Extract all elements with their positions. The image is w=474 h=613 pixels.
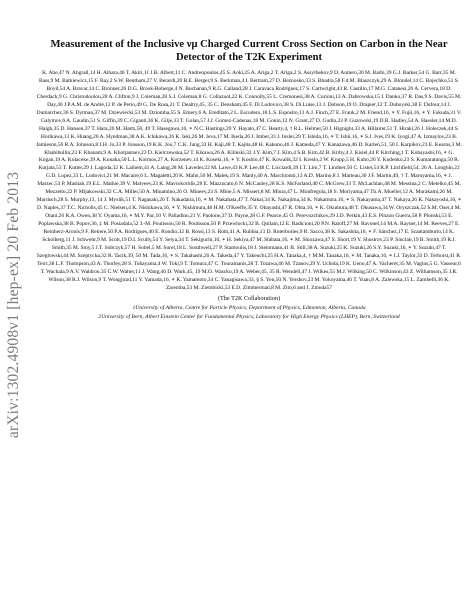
collaboration-name: (The T2K Collaboration) bbox=[217, 294, 281, 302]
author-list: K. Abe,47 N. Abgrall,14 H. Aihara,46 T. Akiri,11 J.B. Albert,11 C. Andreopoulos,45 S. Aoki,25 A. Ariga,2 T. Ariga,2 S. Assylbekov,9 D. Autiero,30 M. Barbi,39 G.J. Barker,54 G. Barr,35 M. Bass,9 M. Batkiewicz,15 F. Bay,2 S.W. Bentham,27 V. Berardi,20 B.E. Berger,9 S. Berkman,4 I. Bertram,27 D. Beznosko,33 S. Bhadra,58 F.d.M. Blaszczyk,29 A. Blondel,14 C. Bojechko,51 S. Boyd,54 A. Bravar,14 C. Bronner,26 D.G. Brook-Roberge,4 N. Buchanan,9 R.G. Calland,28 J. Caravaca Rodríguez,17 S. Cartwright,43 R. Castillo,17 M.G. Catanesi,20 A. Cervera,18 D. Cherdack,9 G. Christodoulou,28 A. Clifton,9 J. Coleman,28 S.J. Coleman,8 G. Collazuol,22 K. Connolly,55 L. Cremonesi,38 A. Curioni,13 A. Dabrowska,15 I. Danko,37 R. Das,9 S. Davis,55 M. Day,40 J.P.A.M. de André,12 P. de Perio,49 G. De Rosa,21 T. Dealtry,45, 35 C. Densham,45 F. Di Lodovico,38 S. Di Luise,13 J. Dobson,19 O. Drapier,12 T. Duboyski,38 F. Dufour,14 J. Dumarchez,36 S. Dytman,37 M. Dziewiecki,53 M. Dziomba,55 S. Emery,6 A. Ereditato,2 L. Escudero,18 L.S. Esposito,13 A.J. Finch,27 E. Frank,2 M. Friend,16, ∗ Y. Fujii,16, ∗ Y. Fukuda,31 V. Galymov,6 A. Gaudin,51 S. Giffin,39 C. Giganti,36 K. Gilje,33 T. Golan,57 J.J. Gomez-Cadenas,18 M. Gonin,12 N. Grant,27 D. Gudin,23 P. Guzowski,19 D.R. Hadley,54 A. Haesler,14 M.D. Haigh,35 D. Hansen,37 T. Hara,26 M. Hartz,58, 49 T. Hasegawa,16, ∗ N.C. Hastings,39 Y. Hayato,47 C. Hearty,4, † R.L. Helmer,50 J. Hignight,33 A. Hillairet,51 T. Hiraki,26 J. Holeczek,44 S. Horikawa,13 K. Huang,26 A. Hyndman,38 A.K. Ichikawa,26 K. Ieki,26 M. Ieva,17 M. Ikeda,26 J. Imber,33 J. Insler,29 T. Ishida,16, ∗ T. Ishii,16, ∗ S.J. Ives,19 K. Iyogi,47 A. Izmaylov,23 B. Jamieson,56 R.A. Johnson,8 J.H. Jo,33 P. Jonsson,19 K.K. Joo,7 C.K. Jung,33 H. Kaji,48 T. Kajita,48 H. Kakuno,46 J. Kameda,47 Y. Kanazawa,46 D. Karlen,51, 50 I. Karpikov,23 E. Kearns,3 M. Khabibullin,23 F. Khanam,9 A. Khotjantsev,23 D. Kielczewska,52 T. Kikawa,26 A. Kilinski,32 J.Y. Kim,7 J. Kim,4 S.B. Kim,42 B. Kirby,4 J. Kisiel,44 P. Kitching,1 T. Kobayashi,16, ∗ G. Kogan,19 A. Kolaceke,39 A. Konaka,50 L.L. Kormos,27 A. Korzenev,14 K. Koseki,16, ∗ Y. Koshio,47 K. Kowalik,32 I. Kreslo,2 W. Kropp,5 H. Kubo,26 Y. Kudenko,23 S. Kumaratunga,50 R. Kurjata,53 T. Kutter,29 J. Lagoda,32 K. Laihem,41 A. Laing,28 M. Laveder,22 M. Lawe,43 K.P. Lee,48 C. Licciardi,39 I.T. Lim,7 T. Lindner,50 C. Lister,54 R.P. Litchfield,54, 26 A. Longhin,22 G.D. Lopez,33 L. Ludovici,21 M. Macaire,6 L. Magaletti,20 K. Mahn,50 M. Malek,19 S. Manly,40 A. Marchionni,13 A.D. Marino,8 J. Marteau,30 J.F. Martin,49, † T. Maruyama,16, ∗ J. Marzec,53 P. Masliah,19 E.L. Mathie,39 V. Matveev,23 K. Mavrokoridis,28 E. Mazzucato,6 N. McCauley,28 K.S. McFarland,40 C. McGrew,33 T. McLachlan,48 M. Messina,2 C. Metelko,45 M. Mezzetto,22 P. Mijakowski,32 C.A. Miller,50 A. Minamino,26 O. Mineev,23 S. Mine,5 A. Missert,8 M. Miura,47 L. Monfregola,18 S. Moriyama,47 Th.A. Mueller,12 A. Murakami,26 M. Murdoch,28 S. Murphy,13, 14 J. Myslik,51 T. Nagasaki,26 T. Nakadaira,16, ∗ M. Nakahata,47 T. Nakai,34 K. Nakajima,34 K. Nakamura,16, ∗ S. Nakayama,47 T. Nakaya,26 K. Nakayoshi,16, ∗ D. Naples,37 T.C. Nicholls,45 C. Nielsen,4 K. Nishikawa,16, ∗ Y. Nishimura,48 H.M. O'Keeffe,35 Y. Obayashi,47 R. Ohta,16, ∗ K. Okumura,48 T. Okusawa,34 W. Oryszczak,52 S.M. Oser,4 M. Otani,26 R.A. Owen,38 Y. Oyama,16, ∗ M.Y. Pac,10 V. Palladino,21 V. Paolone,37 D. Payne,28 G.F. Pearce,45 O. Perevozchikov,29 J.D. Perkin,43 E.S. Pinzon Guerra,58 P. Plonski,53 E. Poplawska,38 B. Popov,36, ‡ M. Posiadala,52 J.-M. Poutissou,50 R. Poutissou,50 P. Przewlocki,32 B. Quilain,12 E. Radicioni,20 P.N. Ratoff,27 M. Ravonel,14 M.A. Rayner,14 M. Reeves,27 E. Reinherz-Aronis,9 F. Retiere,50 P.A. Rodrigues,40 E. Rondio,32 B. Rossi,13 S. Roth,41 A. Rubbia,13 D. Ruterbories,9 R. Sacco,38 K. Sakashita,16, ∗ F. Sánchez,17 E. Scantamburlo,14 K. Scholberg,11 J. Schwehr,9 M. Scott,19 D.I. Scully,54 Y. Seiya,34 T. Sekiguchi,16, ∗ H. Sekiya,47 M. Shibata,16, ∗ M. Shiozawa,47 S. Short,19 Y. Shustrov,23 P. Sinclair,19 B. Smith,19 R.J. Smith,35 M. Smy,5 J.T. Sobczyk,57 H. Sobel,5 M. Sorel,18 L. Southwell,27 P. Stamoulis,18 J. Steinmann,41 B. Still,38 A. Suzuki,25 K. Suzuki,26 S.Y. Suzuki,16, ∗ Y. Suzuki,47 T. Szeglowski,44 M. Szeptycka,32 R. Tacik,39, 50 M. Tada,16, ∗ S. Takahashi,26 A. Takeda,47 Y. Takeuchi,25 H.A. Tanaka,4, † M.M. Tanaka,16, ∗ M. Tanaka,16, ∗ I.J. Taylor,33 D. Terhorst,41 R. Terri,38 L.F. Thompson,43 A. Thorley,28 S. Tobayama,4 W. Toki,9 T. Tomura,47 C. Touramanis,28 T. Tozawa,46 M. Tzanov,29 Y. Uchida,19 K. Ueno,47 A. Vacheret,35 M. Vagins,5 G. Vasseur,6 T. Wachala,9 A.V. Waldron,35 C.W. Walter,11 J. Wang,46 D. Wark,45, 19 M.O. Wascko,19 A. Weber,45, 35 R. Wendell,47 J. Wilkes,55 M.J. Wilking,50 C. Wilkinson,43 Z. Williamson,35 J.R. Wilson,38 R.J. Wilson,9 T. Wongjirad,11 Y. Yamada,16, ∗ K. Yamamoto,34 C. Yanagisawa,33, § S. Yen,50 N. Yershov,23 M. Yokoyama,46 T. Yuan,8 A. Zalewska,15 L. Zambelli,36 K. Zaremba,53 M. Ziembicki,53 E.D. Zimmerman,8 M. Zito,6 and J. Zmuda57 bbox=[36, 70, 462, 291]
affiliation-item: 1University of Alberta, Centre for Particle Physics, Department of Physics, Edmonton, Alberta, Canada bbox=[132, 304, 366, 311]
arxiv-identifier-stamp bbox=[2, 120, 26, 490]
arxiv-id-text: arXiv:1302.4908v1 [hep-ex] 20 Feb 2013 bbox=[5, 171, 23, 439]
affiliation-list bbox=[36, 305, 462, 322]
paper-page bbox=[36, 0, 462, 324]
paper-title: Measurement of the Inclusive νμ Charged Current Cross Section on Carbon in the Near Detector of the T2K Experiment bbox=[50, 39, 448, 63]
affiliation-item: 2University of Bern, Albert Einstein Center for Fundamental Physics, Laboratory for High Energy Physics (LHEP), Bern, Switzerland bbox=[98, 314, 400, 321]
